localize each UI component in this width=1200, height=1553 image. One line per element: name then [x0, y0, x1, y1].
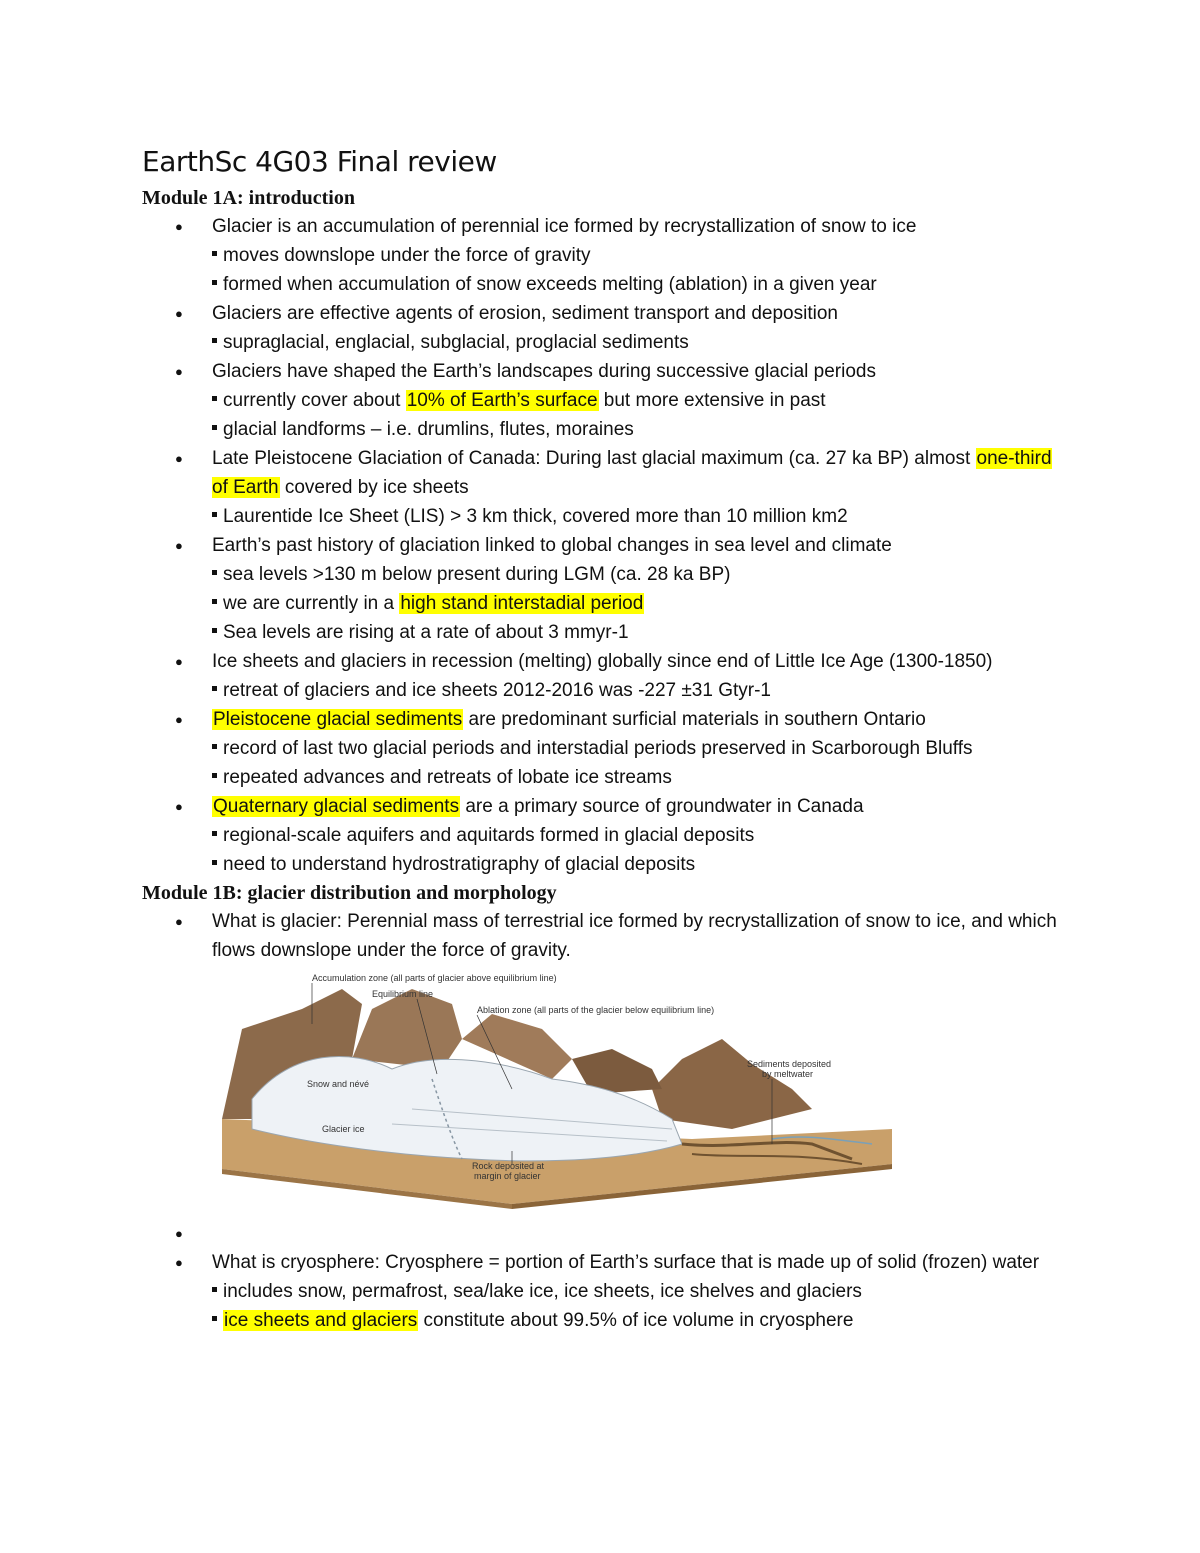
- square-bullet-icon: [212, 280, 217, 285]
- square-bullet-icon: [212, 251, 217, 256]
- label-ablation-zone: Ablation zone (all parts of the glacier below equilibrium line): [477, 1005, 715, 1015]
- bullet-text: What is cryosphere: Cryosphere = portion of Earth’s surface that is made up of solid (frozen) water: [212, 1252, 1040, 1273]
- list-item: [142, 1248, 1062, 1335]
- list-item: [142, 299, 1062, 357]
- sub-item: formed when accumulation of snow exceeds melting (ablation) in a given year: [212, 270, 1062, 299]
- sub-item: moves downslope under the force of gravity: [212, 241, 1062, 270]
- sub-item: Sea levels are rising at a rate of about 3 mmyr-1: [212, 618, 1062, 647]
- square-bullet-icon: [212, 744, 217, 749]
- square-bullet-icon: [212, 686, 217, 691]
- list-item-empty: [142, 1219, 1062, 1248]
- list-item: [142, 792, 1062, 879]
- label-equilibrium-line: Equilibrium line: [372, 989, 434, 999]
- label-glacier-ice: Glacier ice: [322, 1124, 365, 1134]
- bullet-text: Ice sheets and glaciers in recession (melting) globally since end of Little Ice Age (1300-1850): [212, 651, 993, 672]
- bullet-text: Late Pleistocene Glaciation of Canada: During last glacial maximum (ca. 27 ka BP) almost one-third of Earth covered by ice sheets: [212, 448, 1052, 498]
- module-1b-list: [142, 907, 1062, 1335]
- module-1b-heading: Module 1B: glacier distribution and morphology: [142, 882, 557, 904]
- sub-item: regional-scale aquifers and aquitards formed in glacial deposits: [212, 821, 1062, 850]
- document-title: EarthSc 4G03 Final review: [142, 145, 497, 178]
- list-item: [142, 357, 1062, 444]
- bullet-text: Pleistocene glacial sediments are predominant surficial materials in southern Ontario: [213, 709, 926, 730]
- sub-item: repeated advances and retreats of lobate ice streams: [212, 763, 1062, 792]
- square-bullet-icon: [212, 1316, 217, 1321]
- bullet-text: Glaciers have shaped the Earth’s landscapes during successive glacial periods: [212, 361, 876, 382]
- highlight: one-third of Earth: [212, 448, 1052, 498]
- mountain-center: [352, 989, 462, 1069]
- square-bullet-icon: [212, 628, 217, 633]
- square-bullet-icon: [212, 338, 217, 343]
- sub-item: sea levels >130 m below present during LGM (ca. 28 ka BP): [212, 560, 1062, 589]
- list-item: [142, 212, 1062, 299]
- square-bullet-icon: [212, 860, 217, 865]
- label-sediments-2: by meltwater: [762, 1069, 814, 1079]
- list-item: [142, 531, 1062, 647]
- label-rock-1: Rock deposited at: [472, 1161, 545, 1171]
- label-rock-2: margin of glacier: [474, 1171, 541, 1181]
- list-item: [142, 907, 1062, 1219]
- highlight: 10% of Earth’s surface: [406, 390, 598, 411]
- bullet-text: What is glacier: Perennial mass of terrestrial ice formed by recrystallization of snow to ice, and which flows downslope under the force of gravity.: [212, 911, 1057, 961]
- square-bullet-icon: [212, 396, 217, 401]
- module-1a-heading: Module 1A: introduction: [142, 187, 355, 209]
- mountain-right: [652, 1039, 812, 1129]
- square-bullet-icon: [212, 1287, 217, 1292]
- bullet-text: Glaciers are effective agents of erosion, sediment transport and deposition: [212, 303, 838, 324]
- label-sediments-1: Sediments deposited: [747, 1059, 832, 1069]
- sub-item: retreat of glaciers and ice sheets 2012-2016 was -227 ±31 Gtyr-1: [212, 676, 1062, 705]
- sub-item: includes snow, permafrost, sea/lake ice, ice sheets, ice shelves and glaciers: [212, 1277, 1062, 1306]
- glacier-figure: [212, 965, 1062, 1219]
- highlight: ice sheets and glaciers: [224, 1310, 418, 1331]
- sub-item: supraglacial, englacial, subglacial, proglacial sediments: [212, 328, 1062, 357]
- sub-item: Laurentide Ice Sheet (LIS) > 3 km thick, covered more than 10 million km2: [212, 502, 1062, 531]
- list-item: [142, 647, 1062, 705]
- list-item: [142, 705, 1062, 792]
- sub-item: currently cover about 10% of Earth’s surface but more extensive in past: [212, 386, 1062, 415]
- label-snow-neve: Snow and névé: [307, 1079, 370, 1089]
- sub-item: ice sheets and glaciers constitute about 99.5% of ice volume in cryosphere: [212, 1306, 1062, 1335]
- square-bullet-icon: [212, 831, 217, 836]
- highlight: Quaternary glacial sediments: [213, 796, 460, 817]
- sub-item: record of last two glacial periods and interstadial periods preserved in Scarborough Bluffs: [212, 734, 1062, 763]
- square-bullet-icon: [212, 425, 217, 430]
- sub-item: glacial landforms – i.e. drumlins, flutes, moraines: [212, 415, 1062, 444]
- highlight: Pleistocene glacial sediments: [213, 709, 463, 730]
- bullet-text: Quaternary glacial sediments are a primary source of groundwater in Canada: [213, 796, 864, 817]
- glacier-diagram: [212, 969, 902, 1209]
- highlight: high stand interstadial period: [400, 593, 644, 614]
- bullet-text: Glacier is an accumulation of perennial ice formed by recrystallization of snow to ice: [212, 216, 917, 237]
- sub-item: we are currently in a high stand interstadial period: [212, 589, 1062, 618]
- module-1a-list: [142, 212, 1062, 879]
- square-bullet-icon: [212, 512, 217, 517]
- label-accumulation-zone: Accumulation zone (all parts of glacier above equilibrium line): [312, 973, 557, 983]
- bullet-text: Earth’s past history of glaciation linked to global changes in sea level and climate: [212, 535, 892, 556]
- document-page: [142, 140, 1062, 1335]
- square-bullet-icon: [212, 599, 217, 604]
- square-bullet-icon: [212, 773, 217, 778]
- square-bullet-icon: [212, 570, 217, 575]
- list-item: [142, 444, 1062, 531]
- sub-item: need to understand hydrostratigraphy of glacial deposits: [212, 850, 1062, 879]
